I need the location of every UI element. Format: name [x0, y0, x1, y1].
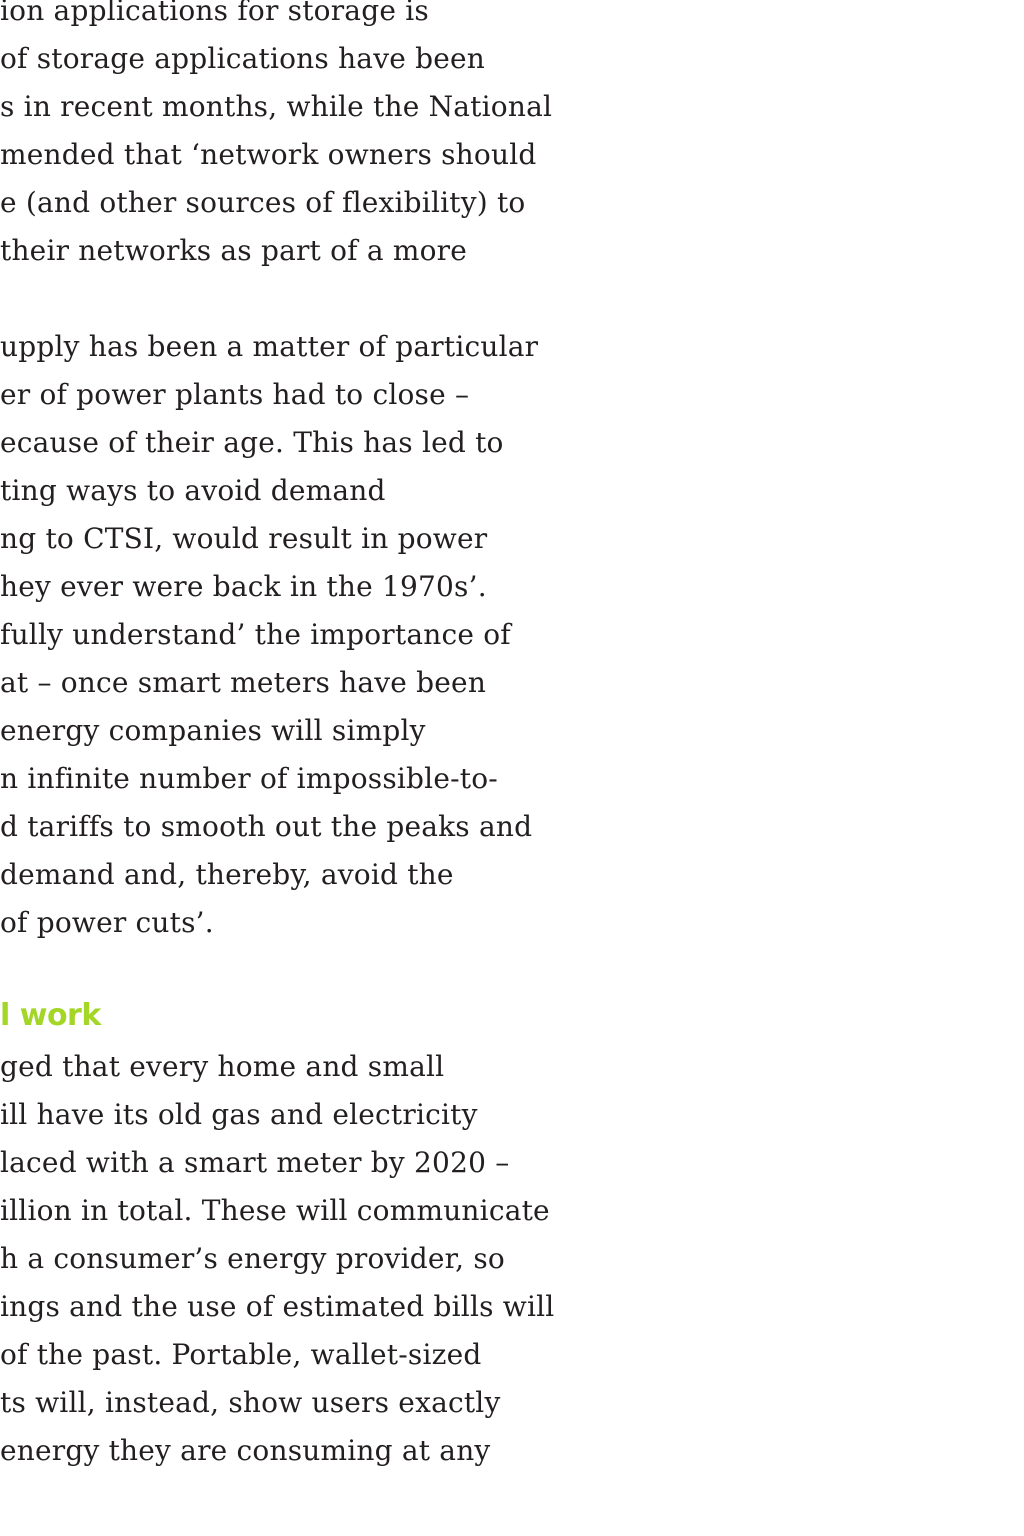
body-text-line: n infinite number of impossible-to- [0, 762, 498, 795]
body-text-line: mended that ‘network owners should [0, 138, 537, 171]
body-text-line: ting ways to avoid demand [0, 474, 386, 507]
body-text-line: d tariffs to smooth out the peaks and [0, 810, 533, 843]
body-text-line: at – once smart meters have been [0, 666, 487, 699]
body-text-line: ill have its old gas and electricity [0, 1098, 478, 1131]
section-heading: l work [0, 998, 101, 1033]
body-text-line: laced with a smart meter by 2020 – [0, 1146, 510, 1179]
body-text-line: ts will, instead, show users exactly [0, 1386, 501, 1419]
body-text-line: energy companies will simply [0, 714, 426, 747]
body-text-line: hey ever were back in the 1970s’. [0, 570, 487, 603]
body-text-line: ng to CTSI, would result in power [0, 522, 488, 555]
body-text-line: of storage applications have been [0, 42, 485, 75]
body-text-line: demand and, thereby, avoid the [0, 858, 454, 891]
body-text-line: ion applications for storage is [0, 0, 429, 27]
body-text-line: fully understand’ the importance of [0, 618, 511, 651]
body-text-line: ecause of their age. This has led to [0, 426, 504, 459]
body-text-line: er of power plants had to close – [0, 378, 470, 411]
body-text-line: energy they are consuming at any [0, 1434, 491, 1467]
body-text-line: ged that every home and small [0, 1050, 445, 1083]
body-text-line: of the past. Portable, wallet-sized [0, 1338, 482, 1371]
body-text-line: their networks as part of a more [0, 234, 467, 267]
body-text-line: upply has been a matter of particular [0, 330, 539, 363]
body-text-line: of power cuts’. [0, 906, 214, 939]
body-text-line: e (and other sources of flexibility) to [0, 186, 526, 219]
body-text-line: s in recent months, while the National [0, 90, 553, 123]
body-text-line: h a consumer’s energy provider, so [0, 1242, 505, 1275]
body-text-line: illion in total. These will communicate [0, 1194, 550, 1227]
body-text-line: ings and the use of estimated bills will [0, 1290, 555, 1323]
